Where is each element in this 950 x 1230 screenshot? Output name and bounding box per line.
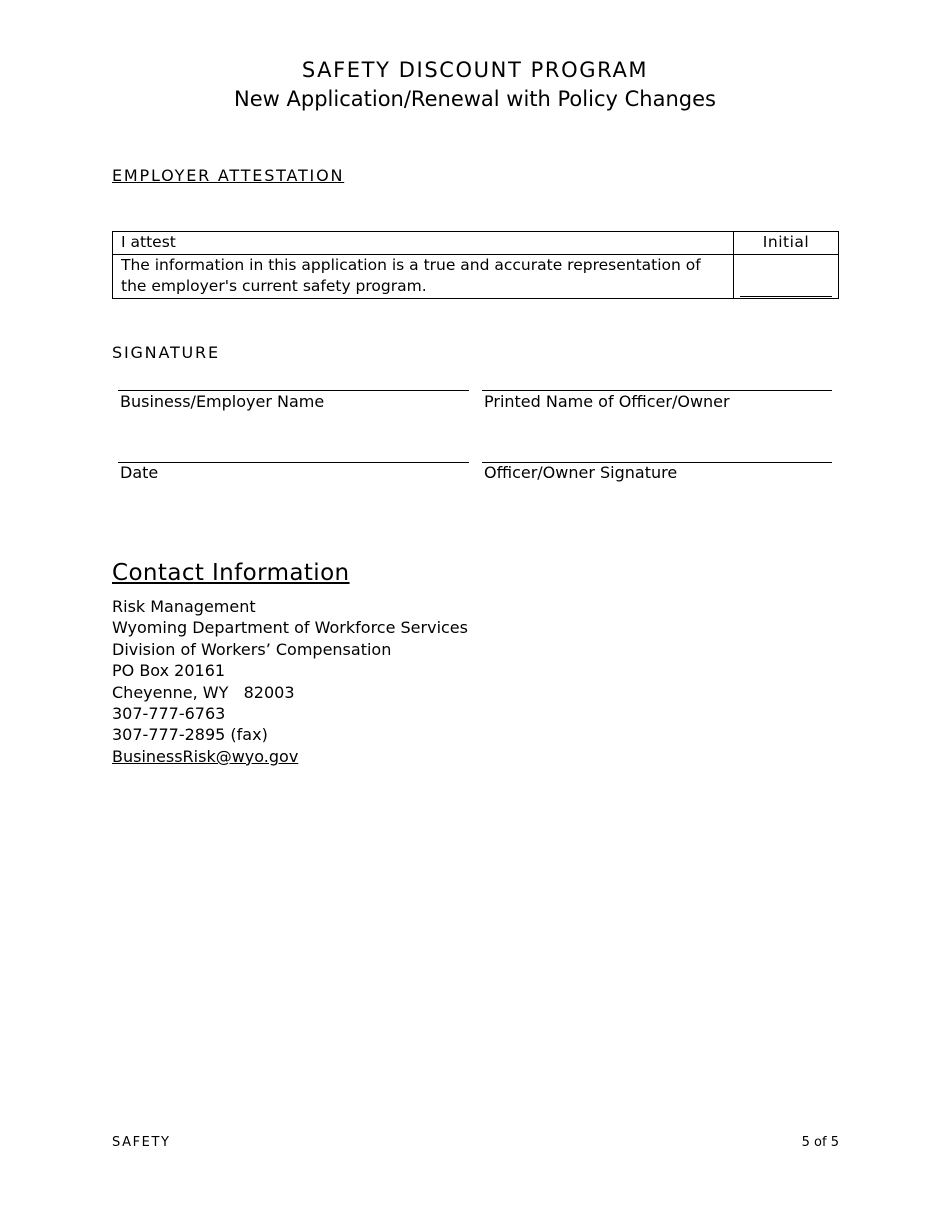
employer-attestation-heading: EMPLOYER ATTESTATION [112,166,345,185]
contact-po-box: PO Box 20161 [112,661,226,681]
page-number: 5 of 5 [801,1135,839,1150]
contact-fax: 307-777-2895 (fax) [112,725,268,745]
contact-address-block [112,596,468,767]
attestation-statement-row [113,254,839,298]
attestation-header-row [113,232,839,255]
contact-information-heading: Contact Information [112,560,350,586]
printed-name-field[interactable] [482,390,832,391]
attestation-table [112,231,839,299]
contact-division: Division of Workers’ Compensation [112,639,392,659]
date-label: Date [120,463,159,482]
officer-signature-label: Officer/Owner Signature [484,463,678,482]
contact-email-link[interactable]: BusinessRisk@wyo.gov [112,746,299,766]
initial-field[interactable] [734,254,839,298]
document-subtitle: New Application/Renewal with Policy Changes [234,87,716,111]
signature-heading: SIGNATURE [112,343,220,362]
business-name-label: Business/Employer Name [120,392,325,411]
contact-agency: Wyoming Department of Workforce Services [112,618,468,638]
contact-phone: 307-777-6763 [112,704,226,724]
printed-name-label: Printed Name of Officer/Owner [484,392,730,411]
business-name-field[interactable] [118,390,469,391]
date-field[interactable] [118,462,469,463]
attest-column-header: I attest [113,232,734,255]
contact-city-state-zip: Cheyenne, WY 82003 [112,682,295,702]
initial-underline [740,296,832,297]
document-title: SAFETY DISCOUNT PROGRAM [301,58,649,82]
footer-label: SAFETY [112,1135,171,1150]
initial-column-header: Initial [734,232,839,255]
attestation-statement: The information in this application is a true and accurate representation of the employer's current safety program. [113,254,734,298]
contact-department: Risk Management [112,597,256,616]
